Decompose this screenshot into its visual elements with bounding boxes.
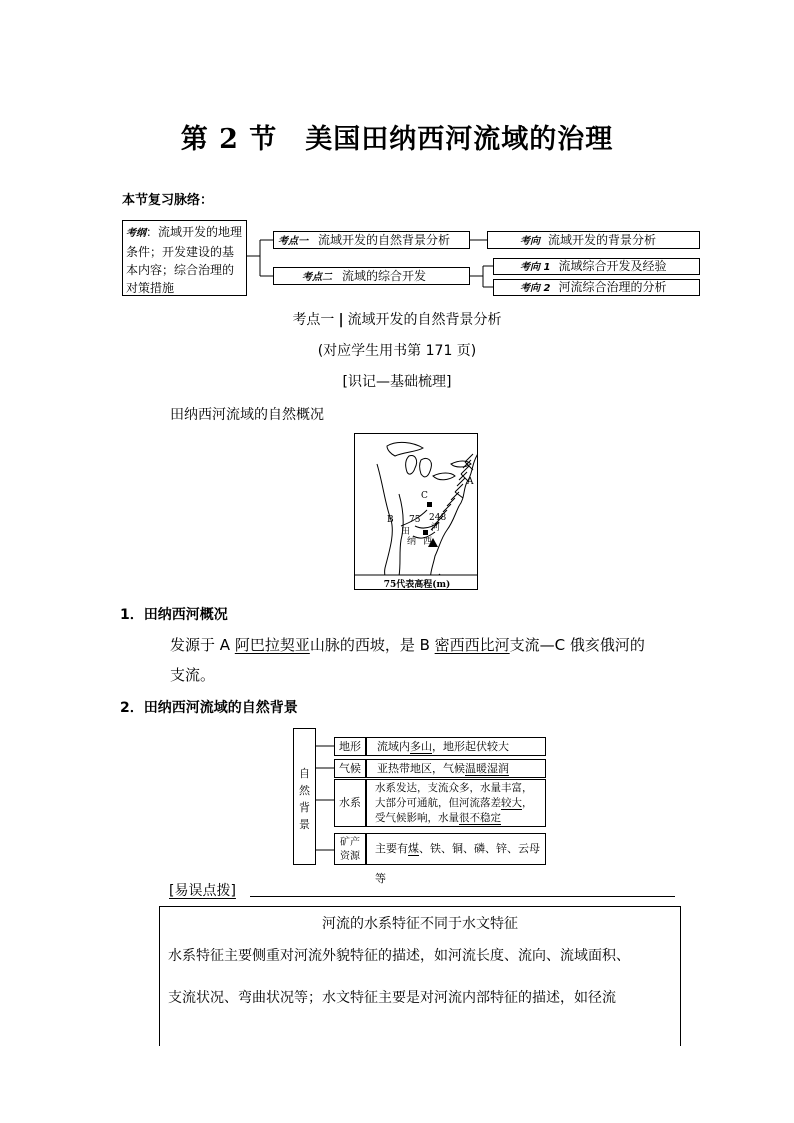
- bg-val-minerals: [366, 833, 546, 885]
- answer-mountains: 多山: [410, 740, 432, 753]
- bg-val-terrain: [366, 737, 546, 756]
- map-label-na: 纳: [407, 537, 417, 547]
- bg-minerals-text-b: 、铁、铜、磷、锌、云母等: [375, 842, 540, 885]
- item1-text-b: 山脉的西坡，是 B: [309, 636, 435, 654]
- item1-title: 田纳西河概况: [143, 607, 228, 623]
- answer-mississippi: 密西西比河: [434, 636, 510, 654]
- bg-water-line2: [375, 796, 545, 811]
- bg-key-water: 水系: [334, 779, 366, 827]
- map-label-a: A: [467, 477, 474, 487]
- bg-climate-text: 亚热带地区，气候: [377, 762, 465, 775]
- bg-water-line3: [375, 811, 545, 826]
- kp-heading-label: 考点一: [292, 312, 335, 328]
- syllabus-text: ：流域开发的地理条件；开发建设的基本内容；综合治理的对策措施: [126, 225, 243, 295]
- map-label-tian: 田: [401, 527, 411, 537]
- sub1-text: 流域开发的背景分析: [548, 233, 657, 247]
- bg-minerals-text-a: 主要有: [375, 842, 408, 855]
- bg-water-text-c: 受气候影响，水量: [375, 812, 459, 824]
- answer-warm-humid: 温暖湿润: [465, 762, 509, 775]
- answer-large-drop: 较大: [501, 797, 522, 809]
- bg-root-char-4: 景: [299, 818, 310, 831]
- kp2-label: 考点二: [302, 272, 332, 283]
- bg-root-box: [293, 728, 316, 865]
- kp2-text: 流域的综合开发: [342, 269, 427, 283]
- bg-key-minerals-1: 矿产: [340, 837, 360, 848]
- item1-text-a: 发源于 A: [170, 636, 235, 654]
- sub3-text: 河流综合治理的分析: [558, 280, 667, 294]
- tip-heading: [169, 880, 236, 900]
- item2-num: 2．: [120, 700, 144, 716]
- item1-para-line2: 支流。: [170, 666, 216, 684]
- map-label-c: C: [421, 491, 428, 501]
- sub2-label: 考向 1: [520, 262, 551, 273]
- answer-coal: 煤: [408, 842, 419, 855]
- kp-heading-title: 流域开发的自然背景分析: [347, 312, 502, 328]
- bg-key-minerals-2: 资源: [340, 851, 360, 862]
- bg-root-char-2: 然: [299, 784, 310, 797]
- answer-appalachian: 阿巴拉契亚: [234, 636, 310, 654]
- bg-key-minerals: [334, 833, 366, 865]
- tip-box-title: 河流的水系特征不同于水文特征: [322, 916, 518, 932]
- review-heading: 本节复习脉络：: [122, 193, 214, 208]
- bg-root-char-1: 自: [299, 767, 310, 780]
- map-label-b: B: [387, 515, 394, 525]
- bg-terrain-text-b: ，地形起伏较大: [432, 740, 509, 753]
- bg-water-text-a: 大部分可通航，但河流落差: [375, 797, 501, 809]
- map-caption: 75代表高程(m): [383, 580, 451, 590]
- map-label-248: 248: [429, 513, 447, 523]
- item2-title: 田纳西河流域的自然背景: [143, 700, 298, 716]
- subsection-tag: [识记—基础梳理]: [342, 374, 452, 390]
- tip-line2: 支流状况、弯曲状况等；水文特征主要是对河流内部特征的描述，如径流: [168, 990, 616, 1006]
- map-label-xi: 西: [423, 537, 433, 547]
- kp-heading-divider: |: [338, 312, 344, 328]
- sub2-text: 流域综合开发及经验: [558, 259, 667, 273]
- sub3-label: 考向 2: [520, 283, 551, 294]
- bg-val-climate: [366, 759, 546, 778]
- tip-rule: [250, 896, 675, 897]
- syllabus-label: 考纲: [126, 228, 146, 239]
- item1-text-c: 支流—C 俄亥俄河的: [509, 636, 645, 654]
- section-title: 美国田纳西河流域的治理: [305, 124, 614, 155]
- bg-root-char-3: 背: [299, 801, 310, 814]
- bg-key-climate: 气候: [334, 759, 366, 778]
- bg-terrain-text-a: 流域内: [377, 740, 410, 753]
- bg-key-terrain: 地形: [334, 737, 366, 756]
- section-number: 第 2 节: [180, 124, 278, 155]
- tip-heading-text: [易误点拨]: [169, 883, 236, 899]
- bg-water-text-b: ，: [522, 797, 533, 809]
- map-label-he: 河: [431, 523, 441, 533]
- answer-unstable: 很不稳定: [459, 812, 501, 824]
- tip-line1: 水系特征主要侧重对河流外貌特征的描述，如河流长度、流向、流域面积、: [168, 948, 630, 964]
- sub1-label: 考向: [520, 236, 540, 247]
- kp1-label: 考点一: [278, 236, 308, 247]
- bg-water-line1: 水系发达，支流众多，水量丰富，: [375, 782, 533, 794]
- item1-num: 1．: [120, 607, 144, 623]
- bg-val-water: [366, 779, 546, 827]
- page-reference: (对应学生用书第 171 页): [317, 343, 477, 359]
- tip-box: [159, 906, 681, 1046]
- map-label-75: 75: [409, 515, 421, 525]
- natural-overview-heading: 田纳西河流域的自然概况: [170, 407, 324, 423]
- kp1-text: 流域开发的自然背景分析: [318, 233, 451, 247]
